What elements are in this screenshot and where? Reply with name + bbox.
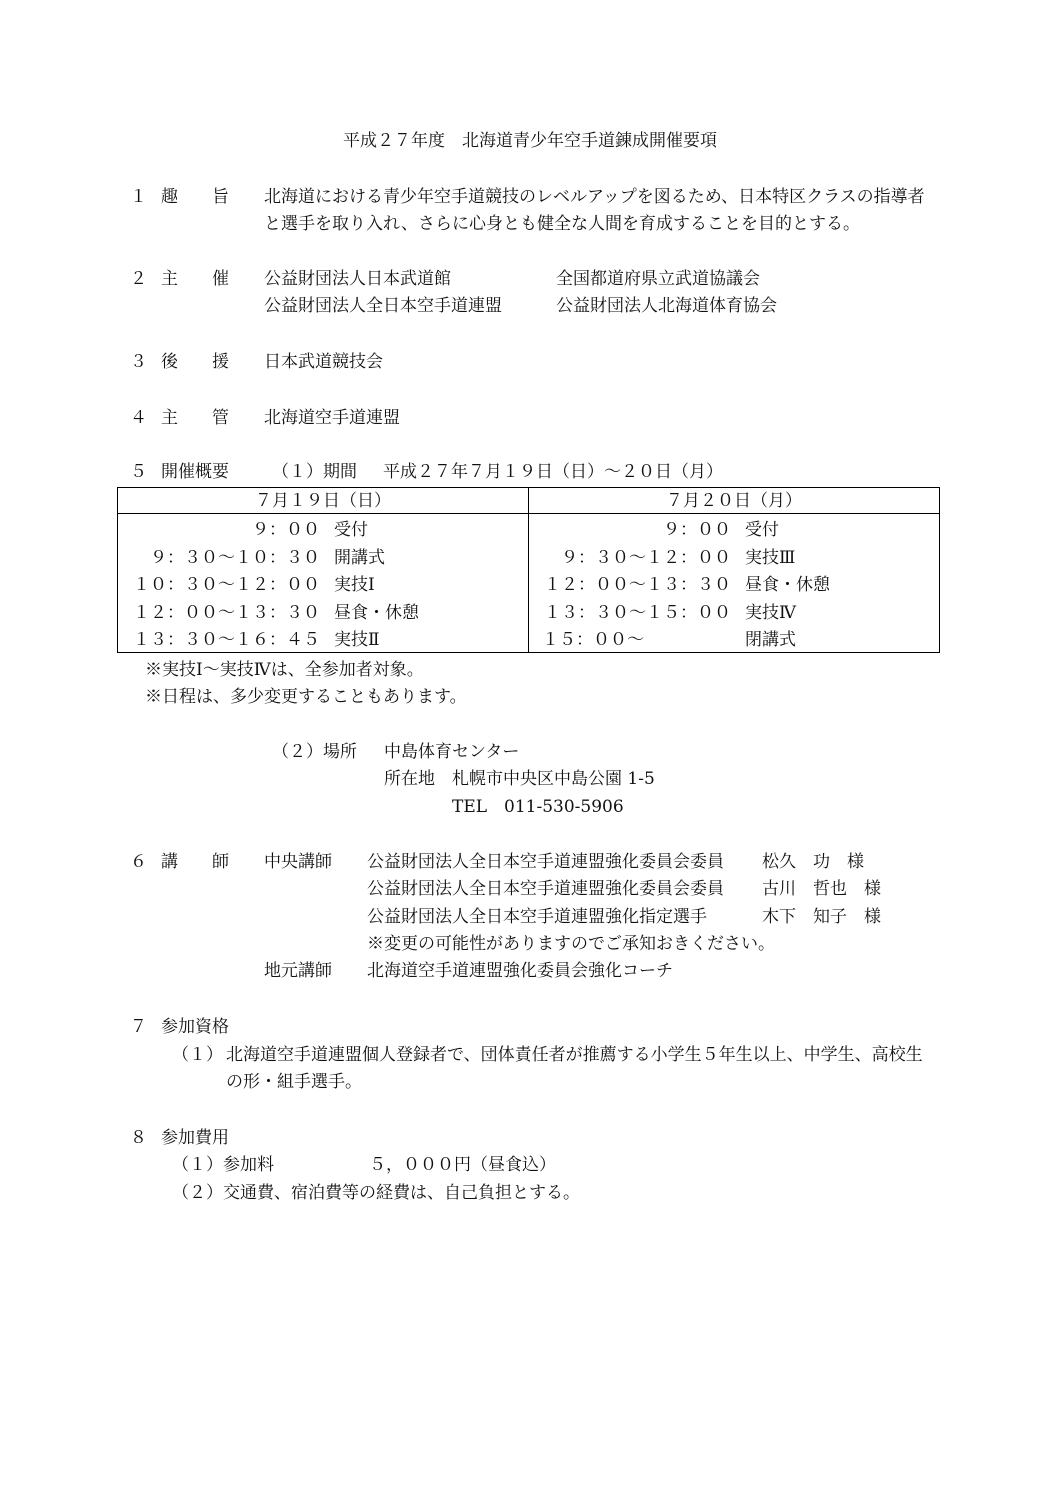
place-tel: TEL 011-530-5906 <box>452 797 624 817</box>
day2-row-5-time: １５：００～ <box>542 630 644 650</box>
period-label: （１）期間 <box>272 462 357 482</box>
lecturer-2-name: 古川 哲也 様 <box>762 879 881 899</box>
host-org-3: 公益財団法人全日本空手道連盟 <box>264 296 502 316</box>
section-1-text-line2: と選手を取り入れ、さらに心身とも健全な人間を育成することを目的とする。 <box>264 214 861 234</box>
section-3-label: 後 援 <box>161 352 229 372</box>
section-3-number: ３ <box>130 352 147 372</box>
lecturer-2-org: 公益財団法人全日本空手道連盟強化委員会委員 <box>367 879 724 899</box>
eligibility-item-number: （１） <box>172 1045 223 1065</box>
day2-row-1-event: 受付 <box>745 520 779 540</box>
day2-row-2-event: 実技Ⅲ <box>745 548 796 568</box>
place-label: （２）場所 <box>272 742 357 762</box>
lecturer-3-org: 公益財団法人全日本空手道連盟強化指定選手 <box>367 907 707 927</box>
host-org-4: 公益財団法人北海道体育協会 <box>556 296 777 316</box>
day1-row-5-event: 実技Ⅱ <box>334 630 380 650</box>
eligibility-text-line1: 北海道空手道連盟個人登録者で、団体責任者が推薦する小学生５年生以上、中学生、高校生 <box>226 1045 923 1065</box>
lecturer-note: ※変更の可能性がありますのでご承知おきください。 <box>367 934 775 954</box>
day1-row-1-event: 受付 <box>334 520 368 540</box>
lecturer-1-org: 公益財団法人全日本空手道連盟強化委員会委員 <box>367 852 724 872</box>
section-6-number: ６ <box>130 852 147 872</box>
section-8-number: ８ <box>130 1128 147 1148</box>
day2-row-2-time: ９：３０～１２：００ <box>561 548 731 568</box>
day1-row-4-time: １２：００～１３：３０ <box>133 603 320 623</box>
local-lecturer-label: 地元講師 <box>264 961 332 981</box>
place-address: 所在地 札幌市中央区中島公園 1-5 <box>384 769 655 789</box>
day2-row-3-time: １２：００～１３：３０ <box>544 575 731 595</box>
fee-label: （１）参加料 <box>172 1155 274 1175</box>
day2-row-3-event: 昼食・休憩 <box>745 575 830 595</box>
day1-row-2-time: ９：３０～１０：３０ <box>150 548 320 568</box>
section-4-label: 主 管 <box>161 408 229 428</box>
section-1-text-line1: 北海道における青少年空手道競技のレベルアップを図るため、日本特区クラスの指導者 <box>264 187 925 207</box>
section-6-label: 講 師 <box>161 852 229 872</box>
fee-value: ５，０００円（昼食込） <box>369 1155 556 1175</box>
section-1-number: １ <box>130 187 147 207</box>
day2-row-4-time: １３：３０～１５：００ <box>544 603 731 623</box>
document-title: 平成２７年度 北海道青少年空手道錬成開催要項 <box>343 131 717 151</box>
section-4-number: ４ <box>130 408 147 428</box>
section-5-number: ５ <box>130 462 147 482</box>
section-7-number: ７ <box>130 1017 147 1037</box>
day1-row-1-time: ９：００ <box>252 520 320 540</box>
place-name: 中島体育センター <box>384 742 520 762</box>
host-org-2: 全国都道府県立武道協議会 <box>556 269 760 289</box>
lecturer-3-name: 木下 知子 様 <box>762 907 881 927</box>
eligibility-text-line2: の形・組手選手。 <box>226 1072 362 1092</box>
section-2-number: ２ <box>130 269 147 289</box>
managing-org: 北海道空手道連盟 <box>264 408 400 428</box>
day1-row-5-time: １３：３０～１６：４５ <box>133 630 320 650</box>
day2-row-4-event: 実技Ⅳ <box>745 603 796 623</box>
day1-header: ７月１９日（日） <box>255 491 391 511</box>
day1-row-4-event: 昼食・休憩 <box>334 603 419 623</box>
day2-row-1-time: ９：００ <box>663 520 731 540</box>
day2-header: ７月２０日（月） <box>666 491 802 511</box>
lecturer-1-name: 松久 功 様 <box>762 852 864 872</box>
section-7-label: 参加資格 <box>161 1017 229 1037</box>
section-8-label: 参加費用 <box>161 1128 229 1148</box>
schedule-note-2: ※日程は、多少変更することもあります。 <box>145 687 467 707</box>
day1-row-3-time: １０：３０～１２：００ <box>133 575 320 595</box>
central-lecturer-label: 中央講師 <box>264 852 332 872</box>
local-lecturer: 北海道空手道連盟強化委員会強化コーチ <box>367 961 673 981</box>
day1-row-3-event: 実技Ⅰ <box>334 575 375 595</box>
expenses-note: （２）交通費、宿泊費等の経費は、自己負担とする。 <box>172 1183 580 1203</box>
day1-row-2-event: 開講式 <box>334 548 385 568</box>
period-value: 平成２７年７月１９日（日）～２０日（月） <box>383 462 723 482</box>
schedule-note-1: ※実技Ⅰ～実技Ⅳは、全参加者対象。 <box>145 660 424 680</box>
support-org: 日本武道競技会 <box>264 352 383 372</box>
section-5-label: 開催概要 <box>161 462 229 482</box>
schedule-column-divider <box>528 488 529 652</box>
section-2-label: 主 催 <box>161 269 229 289</box>
section-1-label: 趣 旨 <box>161 187 229 207</box>
day2-row-5-event: 閉講式 <box>745 630 796 650</box>
schedule-table <box>117 487 940 653</box>
host-org-1: 公益財団法人日本武道館 <box>264 269 451 289</box>
